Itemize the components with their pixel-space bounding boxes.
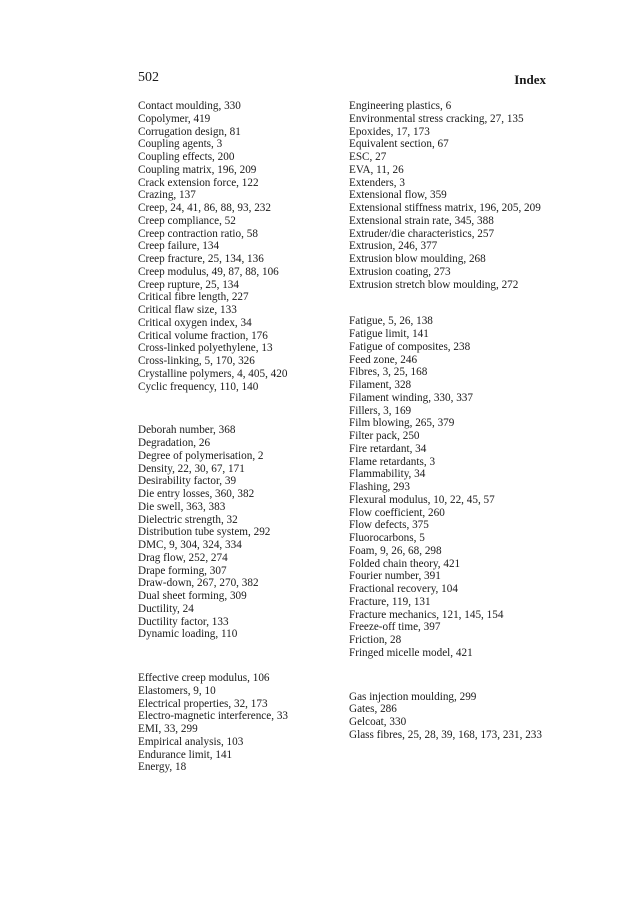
index-entry: Draw-down, 267, 270, 382 (138, 577, 259, 590)
index-entry: Degree of polymerisation, 2 (138, 449, 264, 462)
index-entry: Extruder/die characteristics, 257 (349, 227, 495, 240)
index-entry: Fire retardant, 34 (349, 442, 427, 455)
index-entry: Creep failure, 134 (138, 240, 220, 253)
group-spacer (138, 641, 333, 672)
index-entry: Fillers, 3, 169 (349, 404, 412, 417)
index-entry: Freeze-off time, 397 (349, 621, 441, 634)
index-entry: Fatigue limit, 141 (349, 328, 429, 340)
index-entry: Fatigue of composites, 238 (349, 340, 471, 353)
index-entry: Glass fibres, 25, 28, 39, 168, 173, 231, 233 (349, 728, 542, 741)
index-entry: Creep compliance, 52 (138, 214, 236, 227)
index-entry: ESC, 27 (349, 151, 387, 163)
index-entry: Fourier number, 391 (349, 570, 441, 583)
index-entry: Crack extension force, 122 (138, 176, 259, 189)
index-entry: Density, 22, 30, 67, 171 (138, 462, 245, 475)
group-spacer (138, 393, 333, 424)
index-entry: Corrugation design, 81 (138, 125, 241, 138)
index-entry: Fatigue, 5, 26, 138 (349, 315, 433, 328)
index-entry: EVA, 11, 26 (349, 163, 404, 176)
index-entry: Fringed micelle model, 421 (349, 646, 473, 659)
index-entry: Flammability, 34 (349, 468, 426, 481)
index-entry: Coupling agents, 3 (138, 138, 223, 151)
index-entry: EMI, 33, 299 (138, 723, 198, 735)
index-entry: Critical volume fraction, 176 (138, 329, 268, 342)
index-entry: Friction, 28 (349, 634, 402, 646)
index-entry: Creep fracture, 25, 134, 136 (138, 253, 264, 265)
index-entry: Extrusion stretch blow moulding, 272 (349, 278, 519, 291)
index-entry: Foam, 9, 26, 68, 298 (349, 544, 442, 557)
index-entry: Creep modulus, 49, 87, 88, 106 (138, 265, 279, 278)
index-entry: Coupling effects, 200 (138, 151, 235, 163)
index-entry: Desirability factor, 39 (138, 475, 237, 488)
running-head: Index (514, 72, 546, 87)
index-entry: Effective creep modulus, 106 (138, 672, 270, 684)
index-entry: Critical fibre length, 227 (138, 291, 249, 304)
group-spacer (349, 660, 554, 691)
index-entry: Crystalline polymers, 4, 405, 420 (138, 367, 288, 380)
index-entry: Creep, 24, 41, 86, 88, 93, 232 (138, 202, 271, 214)
index-entry: Gas injection moulding, 299 (349, 690, 477, 703)
index-entry: Critical oxygen index, 34 (138, 316, 252, 329)
index-entry: Environmental stress cracking, 27, 135 (349, 112, 524, 125)
index-entry: Cross-linking, 5, 170, 326 (138, 355, 255, 367)
index-entry: Fracture mechanics, 121, 145, 154 (349, 608, 504, 621)
index-entry: Dual sheet forming, 309 (138, 590, 247, 602)
index-entry: DMC, 9, 304, 324, 334 (138, 539, 242, 551)
index-entry: Gelcoat, 330 (349, 716, 407, 728)
index-letter-group (138, 424, 333, 641)
index-entry: Film blowing, 265, 379 (349, 417, 455, 430)
index-entry: Extensional stiffness matrix, 196, 205, 209 (349, 202, 541, 214)
index-entry: Extrusion coating, 273 (349, 265, 451, 278)
index-entry: Die swell, 363, 383 (138, 500, 226, 513)
index-letter-group (349, 100, 554, 291)
index-entry: Extrusion blow moulding, 268 (349, 253, 486, 265)
index-entry: Fluorocarbons, 5 (349, 532, 425, 544)
index-entry: Critical flaw size, 133 (138, 304, 237, 316)
index-entry: Endurance limit, 141 (138, 748, 233, 761)
index-entry: Crazing, 137 (138, 189, 196, 202)
index-entry: Electro-magnetic interference, 33 (138, 710, 289, 723)
index-entry: Elastomers, 9, 10 (138, 684, 216, 697)
index-letter-group (349, 691, 554, 742)
index-entry: Flow coefficient, 260 (349, 506, 445, 519)
group-spacer (349, 291, 554, 315)
index-entry: Copolymer, 419 (138, 112, 211, 125)
index-entry: Folded chain theory, 421 (349, 557, 461, 570)
index-entry: Flexural modulus, 10, 22, 45, 57 (349, 493, 495, 506)
index-entry: Flow defects, 375 (349, 519, 429, 532)
index-entry: Ductility factor, 133 (138, 615, 229, 628)
index-entry: Extenders, 3 (349, 176, 405, 189)
index-column-right (349, 100, 554, 742)
index-entry: Distribution tube system, 292 (138, 526, 271, 539)
index-entry: Drape forming, 307 (138, 564, 227, 577)
index-entry: Extensional strain rate, 345, 388 (349, 214, 494, 227)
page-number: 502 (138, 70, 159, 85)
index-entry: Cross-linked polyethylene, 13 (138, 342, 273, 355)
index-entry: Energy, 18 (138, 761, 187, 774)
index-entry: Degradation, 26 (138, 437, 211, 449)
index-entry: Engineering plastics, 6 (349, 100, 452, 112)
index-entry: Filament, 328 (349, 379, 412, 391)
index-entry: Equivalent section, 67 (349, 138, 449, 151)
index-entry: Extensional flow, 359 (349, 189, 447, 202)
index-letter-group (349, 315, 554, 659)
index-entry: Dielectric strength, 32 (138, 513, 238, 526)
index-entry: Electrical properties, 32, 173 (138, 697, 268, 710)
index-entry: Fibres, 3, 25, 168 (349, 366, 428, 379)
index-entry: Feed zone, 246 (349, 353, 418, 366)
index-entry: Creep contraction ratio, 58 (138, 227, 258, 240)
index-letter-group (138, 100, 333, 393)
index-entry: Ductility, 24 (138, 602, 194, 615)
index-entry: Fracture, 119, 131 (349, 595, 431, 608)
index-entry: Coupling matrix, 196, 209 (138, 163, 257, 176)
index-entry: Filament winding, 330, 337 (349, 391, 473, 404)
index-entry: Deborah number, 368 (138, 424, 236, 437)
index-entry: Extrusion, 246, 377 (349, 240, 438, 253)
index-entry: Drag flow, 252, 274 (138, 551, 228, 564)
index-entry: Filter pack, 250 (349, 430, 420, 442)
index-entry: Dynamic loading, 110 (138, 628, 238, 641)
index-entry: Flashing, 293 (349, 481, 410, 493)
index-column-left (138, 100, 333, 774)
index-entry: Flame retardants, 3 (349, 455, 436, 468)
index-entry: Cyclic frequency, 110, 140 (138, 380, 259, 393)
index-letter-group (138, 672, 333, 774)
index-entry: Creep rupture, 25, 134 (138, 278, 239, 291)
index-entry: Fractional recovery, 104 (349, 583, 458, 595)
index-entry: Die entry losses, 360, 382 (138, 488, 255, 500)
index-entry: Contact moulding, 330 (138, 100, 241, 112)
index-entry: Empirical analysis, 103 (138, 735, 244, 748)
index-entry: Gates, 286 (349, 703, 397, 716)
index-entry: Epoxides, 17, 173 (349, 125, 430, 138)
